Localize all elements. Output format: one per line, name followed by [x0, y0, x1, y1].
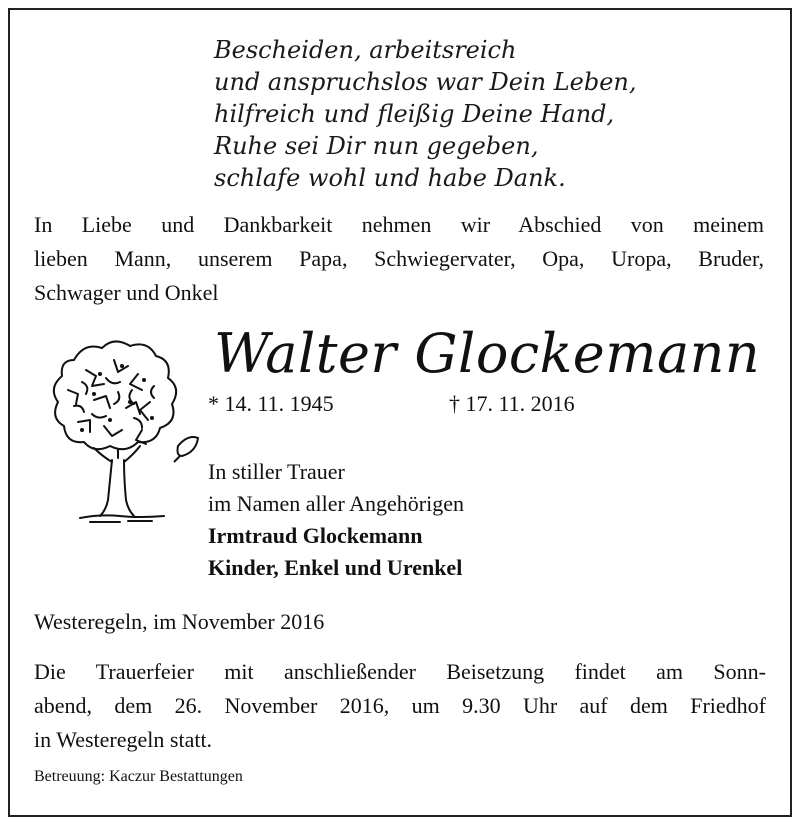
poem-line: und anspruchslos war Dein Leben,: [214, 68, 637, 96]
intro-line: In Liebe und Dankbarkeit nehmen wir Abschied von meinem: [34, 212, 764, 237]
deceased-name: Walter Glockemann: [214, 322, 761, 385]
intro-line: Schwager und Onkel: [34, 280, 219, 305]
poem-line: Ruhe sei Dir nun gegeben,: [214, 132, 539, 160]
poem-line: hilfreich und fleißig Deine Hand,: [214, 100, 615, 128]
intro-text: [34, 208, 764, 310]
service-line: Die Trauerfeier mit anschließender Beisetzung findet am Sonn-: [34, 659, 766, 684]
service-info: [34, 655, 766, 757]
funeral-home: Betreuung: Kaczur Bestattungen: [34, 768, 243, 785]
tree-icon: [34, 330, 204, 525]
mourner-spouse: Irmtraud Glockemann: [208, 523, 423, 548]
poem-line: schlafe wohl und habe Dank.: [214, 164, 566, 192]
death-date: † 17. 11. 2016: [449, 391, 575, 416]
service-line: in Westeregeln statt.: [34, 727, 213, 752]
service-line: abend, dem 26. November 2016, um 9.30 Uhr auf dem Friedhof: [34, 693, 766, 718]
mourners-line: In stiller Trauer: [208, 459, 345, 484]
mourners-block: [208, 456, 464, 584]
mourner-family: Kinder, Enkel und Urenkel: [208, 555, 463, 580]
birth-date: * 14. 11. 1945: [208, 391, 334, 416]
intro-line: lieben Mann, unserem Papa, Schwiegervater, Opa, Uropa, Bruder,: [34, 246, 764, 271]
mourners-line: im Namen aller Angehörigen: [208, 491, 464, 516]
poem-line: Bescheiden, arbeitsreich: [214, 36, 517, 64]
place-date: Westeregeln, im November 2016: [34, 609, 325, 634]
poem: [214, 34, 694, 194]
